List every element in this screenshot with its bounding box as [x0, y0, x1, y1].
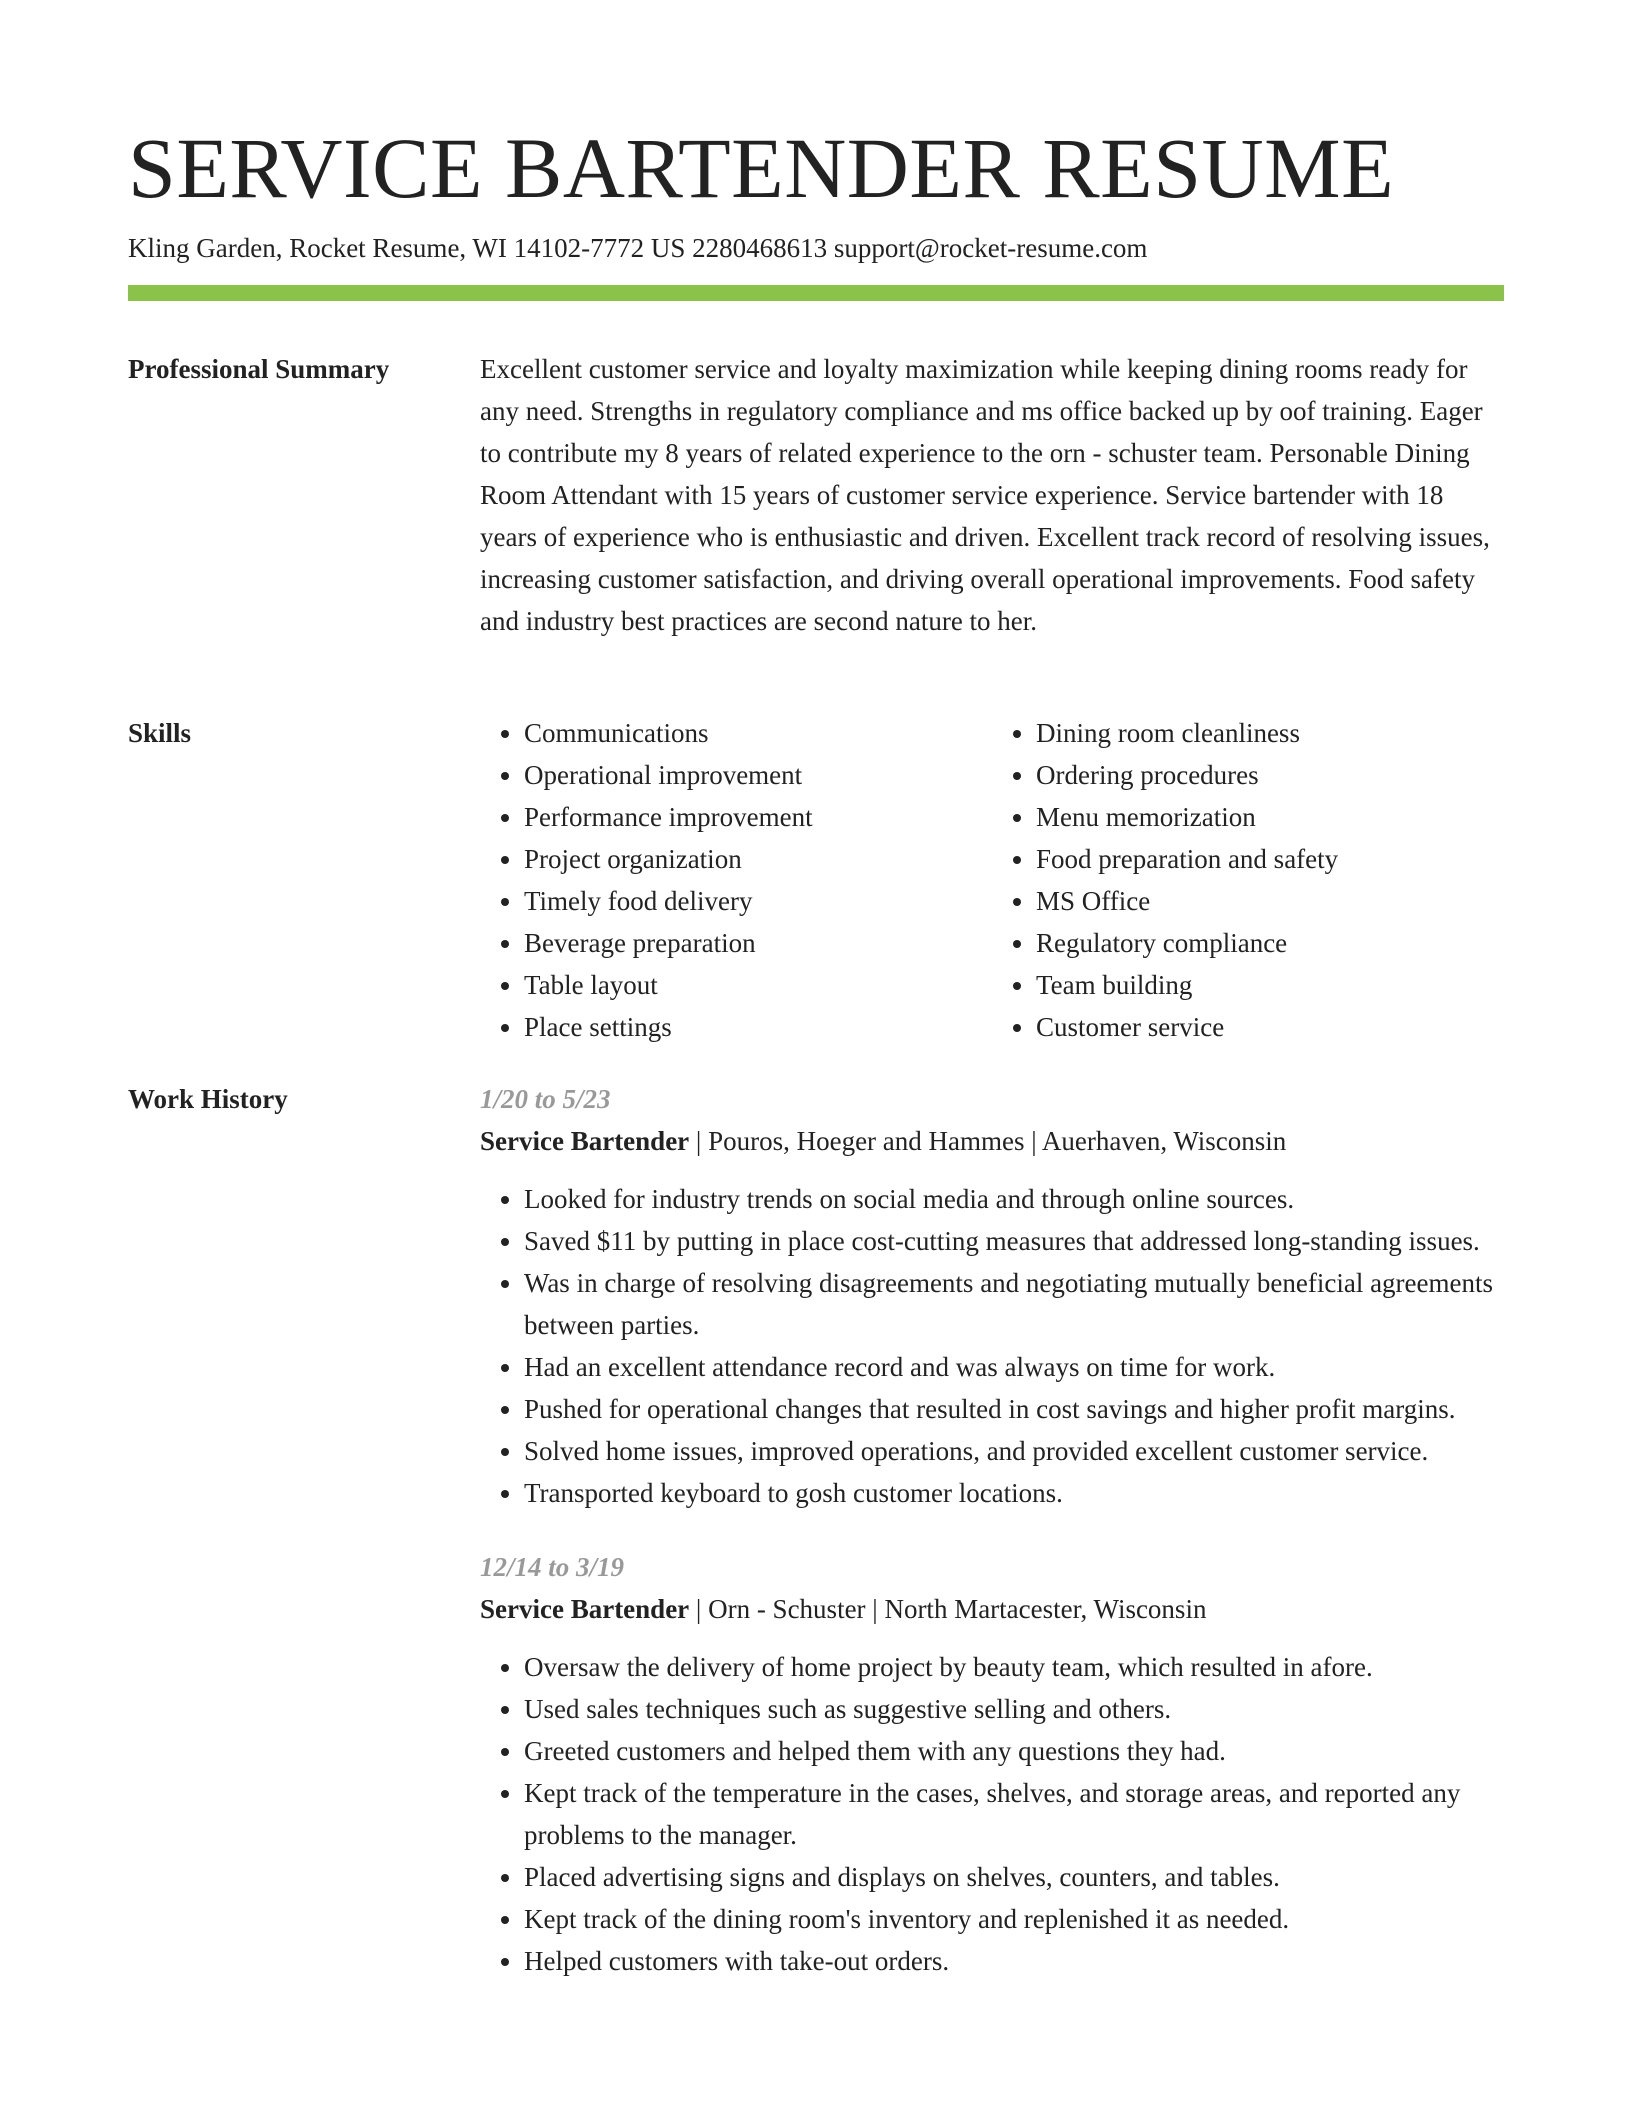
job-bullet: • Solved home issues, improved operations, and provided excellent customer service.	[524, 1430, 1504, 1472]
work-history-body	[480, 1078, 1504, 1982]
contact-line: Kling Garden, Rocket Resume, WI 14102-7772 US 2280468613 support@rocket-resume.com	[128, 233, 1148, 263]
job-bullet: • Placed advertising signs and displays on shelves, counters, and tables.	[524, 1856, 1504, 1898]
job-bullet: • Pushed for operational changes that resulted in cost savings and higher profit margins.	[524, 1388, 1504, 1430]
job-bullet: • Kept track of the dining room's inventory and replenished it as needed.	[524, 1898, 1504, 1940]
skill-item: • Beverage preparation	[524, 922, 992, 964]
job-bullet: • Helped customers with take-out orders.	[524, 1940, 1504, 1982]
job-dates: 12/14 to 3/19	[480, 1552, 625, 1582]
skill-item: • MS Office	[1036, 880, 1504, 922]
job-bullets	[480, 1646, 1504, 1982]
skill-item: • Food preparation and safety	[1036, 838, 1504, 880]
job-bullet: • Saved $11 by putting in place cost-cutting measures that addressed long-standing issues.	[524, 1220, 1504, 1262]
skills-body	[480, 712, 1504, 1048]
skill-item: • Table layout	[524, 964, 992, 1006]
job-title: Service Bartender	[480, 1594, 690, 1624]
skill-item: • Dining room cleanliness	[1036, 712, 1504, 754]
job-bullet: • Kept track of the temperature in the cases, shelves, and storage areas, and reported any problems to the manager.	[524, 1772, 1504, 1856]
job-entry	[480, 1078, 1504, 1514]
skill-item: • Performance improvement	[524, 796, 992, 838]
job-bullets	[480, 1178, 1504, 1514]
header-divider	[128, 285, 1504, 301]
work-history-label: Work History	[128, 1084, 288, 1114]
job-bullet: • Used sales techniques such as suggestive selling and others.	[524, 1688, 1504, 1730]
summary-text: Excellent customer service and loyalty maximization while keeping dining rooms ready for any need. Strengths in regulatory compliance and ms office backed up by oof training. Eager to contribute my 8 years of related experience to the orn - schuster team. Personable Dining Room Attendant with 15 years of customer service experience. Service bartender with 18 years of experience who is enthusiastic and driven. Excellent track record of resolving issues, increasing customer satisfaction, and driving overall operational improvements. Food safety and industry best practices are second nature to her.	[480, 354, 1490, 636]
summary-body	[480, 348, 1504, 642]
job-employer-location: | Orn - Schuster | North Martacester, Wisconsin	[689, 1594, 1207, 1624]
job-entry	[480, 1546, 1504, 1982]
skill-item: • Place settings	[524, 1006, 992, 1048]
skill-item: • Project organization	[524, 838, 992, 880]
job-bullet: • Was in charge of resolving disagreements and negotiating mutually beneficial agreements between parties.	[524, 1262, 1504, 1346]
skill-item: • Ordering procedures	[1036, 754, 1504, 796]
skills-list-left	[480, 712, 992, 1048]
skill-item: • Menu memorization	[1036, 796, 1504, 838]
resume-header	[128, 118, 1504, 266]
job-title: Service Bartender	[480, 1126, 690, 1156]
summary-label: Professional Summary	[128, 354, 390, 384]
skill-item: • Timely food delivery	[524, 880, 992, 922]
resume-title: SERVICE BARTENDER RESUME	[128, 120, 1395, 216]
job-bullet: • Had an excellent attendance record and was always on time for work.	[524, 1346, 1504, 1388]
job-employer-location: | Pouros, Hoeger and Hammes | Auerhaven, Wisconsin	[689, 1126, 1287, 1156]
job-heading	[480, 1120, 1504, 1162]
job-bullet: • Greeted customers and helped them with any questions they had.	[524, 1730, 1504, 1772]
skill-item: • Team building	[1036, 964, 1504, 1006]
job-bullet: • Transported keyboard to gosh customer locations.	[524, 1472, 1504, 1514]
skill-item: • Customer service	[1036, 1006, 1504, 1048]
job-bullet: • Oversaw the delivery of home project by beauty team, which resulted in afore.	[524, 1646, 1504, 1688]
job-bullet: • Looked for industry trends on social media and through online sources.	[524, 1178, 1504, 1220]
skill-item: • Operational improvement	[524, 754, 992, 796]
job-heading	[480, 1588, 1504, 1630]
skills-list-right	[992, 712, 1504, 1048]
skills-label: Skills	[128, 718, 192, 748]
skill-item: • Communications	[524, 712, 992, 754]
job-dates: 1/20 to 5/23	[480, 1084, 611, 1114]
skill-item: • Regulatory compliance	[1036, 922, 1504, 964]
